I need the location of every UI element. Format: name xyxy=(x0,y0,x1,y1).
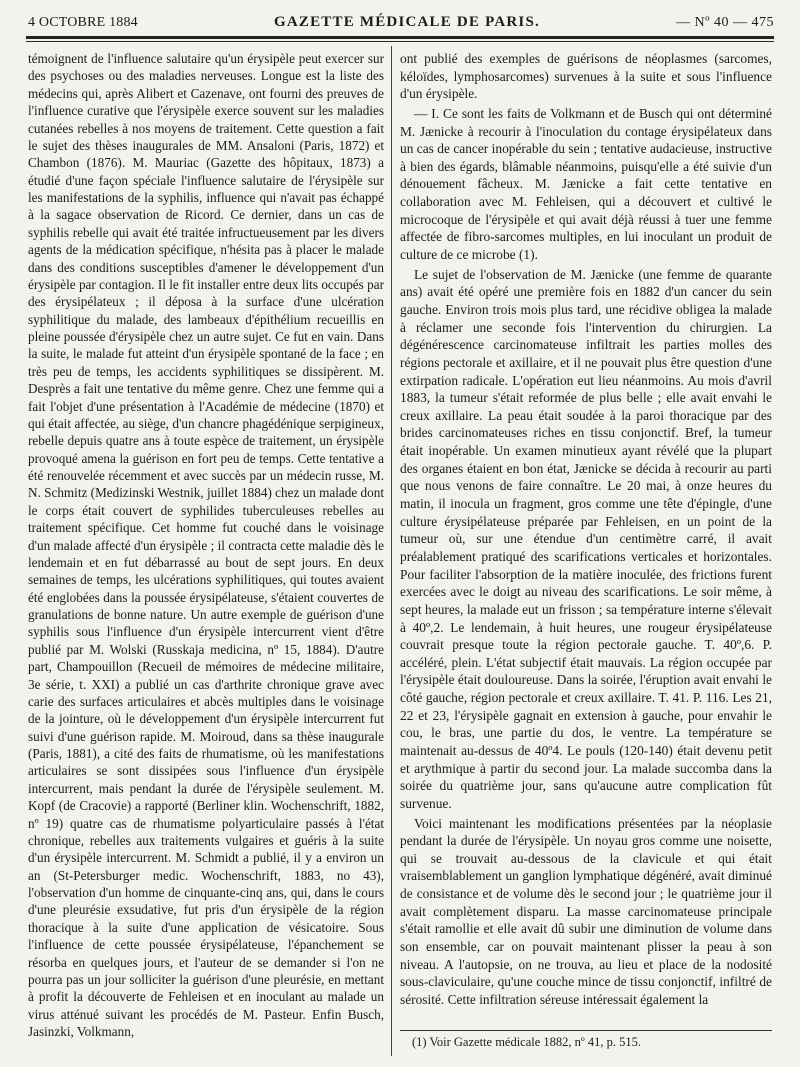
right-paragraph-3: Le sujet de l'observation de M. Jænicke (une femme de quarante ans) avait été opéré une première fois en 1882 d'un cancer du sein gauche. Environ trois mois plus tard, une récidive obligea la malade à réclamer une seconde fois l'intervention du chirurgien. La dégénérescence carcinomateuse infiltrait les parties molles des régions pectorale et axillaire, et il ne pouvait plus être question d'une extirpation radicale. L'opération eut lieu néanmoins. Au mois d'avril 1883, la tumeur s'était reformée de plus belle ; elle avait envahi le creux axillaire. La peau était soudée à la paroi thoracique par des brides carcinomateuses riches en tissu conjonctif. Bref, la tumeur était inopérable. Un examen minutieux ayant révélé que la plupart des organes étaient en bon état, Jænicke se décida à recourir au parti que nous venons de faire connaître. Le 20 mai, à onze heures du matin, il inocula un fragment, gros comme une tête d'épingle, d'une culture érysipélateuse préparée par Fehleisen, en un point de la tumeur où, sur une étendue d'un centimètre carré, il avait préalablement pratiqué des scarifications verticales et horizontales. Pour faciliter l'absorption de la matière inoculée, des frictions furent exercées avec le doigt au niveau des scarifications. Le soir même, à sept heures, la malade eut un frisson ; sa température interne s'élevait à 40º,2. Le lendemain, à huit heures, une rougeur érysipélateuse couvrait presque toute la région pectorale gauche. T. 40º,6. P. accéléré, plein. L'état subjectif était mauvais. La région occupée par l'érysipèle était douloureuse. Dans la soirée, l'éruption avait envahi le côté gauche, région pectorale et creux axillaire. T. 41. P. 116. Les 21, 22 et 23, l'érysipèle gagnait en extension à gauche, pour envahir le cou, le bras, une partie du dos, le ventre. La température se maintenait au-dessus de 40º4. Le pouls (120-140) était devenu petit et arythmique à partir du second jour. La malade succomba dans la soirée du quatrième jour, sans qu'aucune autre complication fût survenue. xyxy=(400,266,772,811)
page-header xyxy=(28,14,774,34)
header-date: 4 OCTOBRE 1884 xyxy=(28,15,138,30)
right-paragraph-4: Voici maintenant les modifications présentées par la néoplasie pendant la durée de l'érysipèle. Un noyau gros comme une noisette, qui se trouvait au-dessous de la clavicule et qui était vraisemblablement un ganglion lymphatique dégénéré, avait diminué de consistance et de volume dès le second jour ; le quatrième jour il avait complètement disparu. La masse carcinomateuse principale s'était ramollie et elle avait dû subir une diminution de volume dans son ensemble, car on pouvait maintenant plisser la peau à son niveau. A l'autopsie, on ne trouva, au lieu et place de la nodosité sous-claviculaire, qu'une couche mince de tissu conjonctif, infiltré de sérosité. Cette infiltration séreuse intéressait également la xyxy=(400,815,772,1007)
right-column xyxy=(400,50,772,1009)
left-column xyxy=(28,50,384,1040)
right-paragraph-2: — I. Ce sont les faits de Volkmann et de Busch qui ont déterminé M. Jænicke à recourir à l'inoculation du contage érysipélateux dans un cas de cancer inopérable du sein ; tentative audacieuse, instructive à bien des égards, blâmable néanmoins, puisqu'elle a été suivie d'un dénouement fâcheux. M. Jænicke a fait cette tentative en collaboration avec M. Fehleisen, qui a découvert et cultivé le microcoque de l'érysipèle et qui avait déjà réussi à tuer une femme affectée de fibro-sarcomes multiples, en lui inoculant un produit de culture de ce microbe (1). xyxy=(400,105,772,263)
header-title: GAZETTE MÉDICALE DE PARIS. xyxy=(273,14,540,30)
header-issue-number: — Nº 40 — 475 xyxy=(676,15,774,30)
right-paragraph-1: ont publié des exemples de guérisons de néoplasmes (sarcomes, kéloïdes, lymphosarcomes) survenues à la suite et sous l'influence d'un érysipèle. xyxy=(400,51,772,102)
left-paragraph-1: témoignent de l'influence salutaire qu'un érysipèle peut exercer sur des psychoses ou des maladies nerveuses. Longue est la liste des médecins qui, après Alibert et Cazenave, ont fourni des preuves de l'influence curative que l'érysipèle exerce souvent sur les maladies cutanées rebelles à nos moyens de traitement. Cette question a fait le sujet des thèses inaugurales de MM. Ansaloni (Paris, 1872) et Chambon (1876). M. Mauriac (Gazette des hôpitaux, 1873) a étudié d'une façon spéciale l'influence salutaire de l'érysipèle sur les manifestations de la syphilis, influence qui n'avait pas échappé à la sagace observation de Ricord. Ce dernier, dans un cas de syphilis rebelle qui avait été traitée infructueusement par les divers agents de la médication spécifique, n'hésita pas à placer le malade dans des conditions susceptibles d'amener le développement d'un érysipèle par contagion. Il le fit installer entre deux lits occupés par des érysipélateux ; il déposa à la surface d'une ulcération syphilitique du malade, des lambeaux d'épithélium recueillis en pleine poussée d'érysipèle chez un autre sujet. Ce fut en vain. Dans la suite, le malade fut atteint d'un érysipèle spontané de la face ; en très peu de temps, les accidents syphilitiques se dissipèrent. M. Desprès a fait une tentative du même genre. Chez une femme qui a fait l'objet d'une présentation à l'Académie de médecine (1870) et qui était affectée, au siège, d'un chancre phagédénique serpigineux, rebelle depuis quatre ans à toute espèce de traitement, un érysipèle provoqué amena la guérison en fort peu de temps. Cette tentative a été renouvelée récemment et avec succès par un médecin russe, M. N. Schmitz (Medizinski Westnik, juillet 1884) chez un malade dont le corps était couvert de syphilides tuberculeuses rebelles au traitement spécifique. Cet homme fut couché dans le voisinage d'un malade affecté d'un érysipèle ; il contracta cette maladie dès le lendemain et en fut débarrassé au bout de sept jours. En deux semaines de temps, les ulcérations syphilitiques, qui toutes avaient été englobées dans la poussée érysipélateuse, s'étaient couvertes de granulations de bonne nature. Un autre exemple de guérison d'une syphilis sous l'influence d'un érysipèle intercurrent vient d'être publié par M. Wolski (Russkaja medicina, nº 15, 1884). D'autre part, Champouillon (Recueil de mémoires de médecine militaire, 3e série, t. XXI) a publié un cas d'arthrite chronique grave avec carie des surfaces articulaires et abcès multiples dans le voisinage de la jointure, où le développement d'un érysipèle intercurrent fut suivi d'une guérison rapide. M. Moiroud, dans sa thèse inaugurale (Paris, 1881), a cité des faits de rhumatisme, où les manifestations articulaires se sont dissipées sous l'influence d'un érysipèle intercurrent, mais pendant la durée de l'érysipèle seulement. M. Kopf (de Cracovie) a rapporté (Berliner klin. Wochenschrift, 1882, nº 19) quatre cas de rhumatisme polyarticulaire passés à l'état chronique, rebelles aux traitements vulgaires et guéris à la suite d'un érysipèle intercurrent. M. Schmidt a publié, il y a environ un an (St-Petersburger medic. Wochenschrift, 1883, no 43), l'observation d'un homme de cinquante-cinq ans, qui, dans le cours d'une pleurésie exsudative, fut pris d'un érysipèle de la région thoracique à la suite d'une application de vésicatoire. Sous l'influence de cette poussée érysipélateuse, l'épanchement se résorba en quelques jours, et l'auteur de se demander si l'on ne pourra pas un jour solliciter la guérison d'une pleurésie, en mettant à profit la découverte de Fehleisen et en inoculant au malade un virus atténué suivant les procédés de M. Pasteur. Enfin Busch, Jasinzki, Volkmann, xyxy=(28,51,384,1039)
header-rule-thick xyxy=(26,36,774,39)
footnote-rule xyxy=(400,1030,772,1031)
header-rule-thin xyxy=(26,41,774,42)
column-divider xyxy=(391,46,392,1056)
footnote: (1) Voir Gazette médicale 1882, nº 41, p. 515. xyxy=(412,1035,642,1049)
